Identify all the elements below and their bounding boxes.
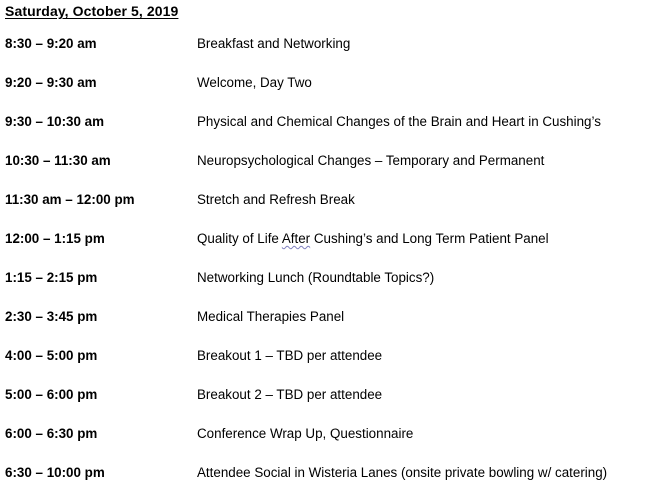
time-slot: 10:30 – 11:30 am xyxy=(5,153,111,168)
event-title: Physical and Chemical Changes of the Brain and Heart in Cushing’s xyxy=(197,114,601,129)
schedule-row xyxy=(0,153,658,173)
time-slot: 2:30 – 3:45 pm xyxy=(5,309,98,324)
spellcheck-marked-word: After xyxy=(281,231,311,246)
time-slot: 4:00 – 5:00 pm xyxy=(5,348,98,363)
time-slot: 8:30 – 9:20 am xyxy=(5,36,97,51)
event-title: Breakout 1 – TBD per attendee xyxy=(197,348,383,363)
schedule-row xyxy=(0,36,658,56)
event-title-part: Cushing’s and Long Term Patient Panel xyxy=(310,231,549,246)
schedule-row xyxy=(0,231,658,251)
time-slot: 5:00 – 6:00 pm xyxy=(5,387,98,402)
schedule-row xyxy=(0,192,658,212)
event-title: Breakout 2 – TBD per attendee xyxy=(197,387,383,402)
date-heading: Saturday, October 5, 2019 xyxy=(5,3,179,19)
schedule-row xyxy=(0,270,658,290)
event-title: Conference Wrap Up, Questionnaire xyxy=(197,426,414,441)
schedule-row xyxy=(0,426,658,446)
time-slot: 1:15 – 2:15 pm xyxy=(5,270,98,285)
event-title: Welcome, Day Two xyxy=(197,75,312,90)
time-slot: 6:00 – 6:30 pm xyxy=(5,426,98,441)
time-slot: 12:00 – 1:15 pm xyxy=(5,231,105,246)
time-slot: 11:30 am – 12:00 pm xyxy=(5,192,135,207)
event-title: Stretch and Refresh Break xyxy=(197,192,355,207)
schedule-row xyxy=(0,114,658,134)
event-title xyxy=(197,231,549,246)
event-title: Neuropsychological Changes – Temporary and Permanent xyxy=(197,153,545,168)
event-title: Medical Therapies Panel xyxy=(197,309,345,324)
schedule-row xyxy=(0,465,658,485)
schedule-row xyxy=(0,75,658,95)
time-slot: 9:30 – 10:30 am xyxy=(5,114,105,129)
event-title: Breakfast and Networking xyxy=(197,36,351,51)
schedule-row xyxy=(0,387,658,407)
event-title: Networking Lunch (Roundtable Topics?) xyxy=(197,270,435,285)
event-title: Attendee Social in Wisteria Lanes (onsite private bowling w/ catering) xyxy=(197,465,608,480)
time-slot: 6:30 – 10:00 pm xyxy=(5,465,105,480)
schedule-row xyxy=(0,348,658,368)
time-slot: 9:20 – 9:30 am xyxy=(5,75,97,90)
schedule-row xyxy=(0,309,658,329)
event-title-part: Quality of Life xyxy=(197,231,282,246)
